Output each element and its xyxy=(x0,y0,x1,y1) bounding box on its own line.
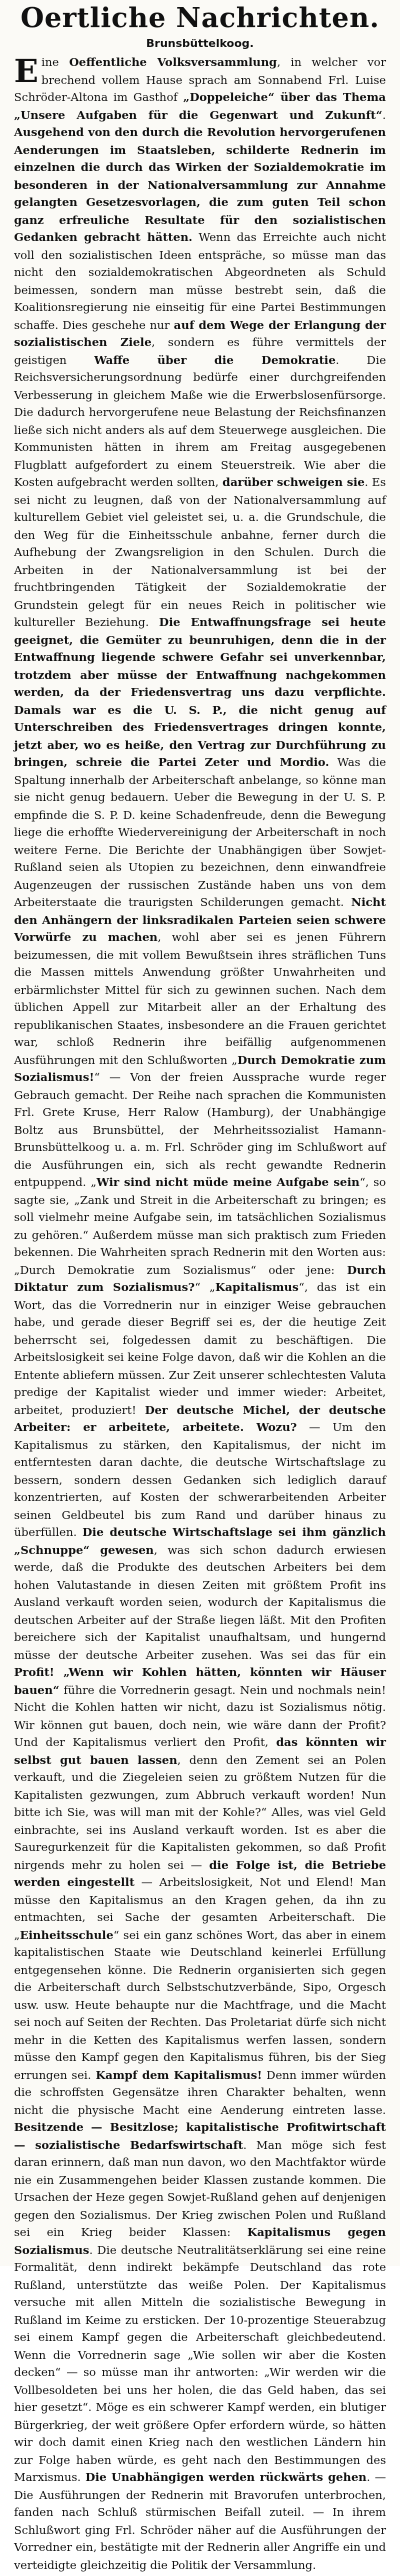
body-text: Wenn das Erreichte auch nicht voll den sozialistischen Ideen entspräche, so müsse man das nicht den sozialdemokratischen Abgeordneten als Schuld beimessen, sondern man müsse bestrebt sein, daß die Koalitionsregierung nie einseitig für eine Partei Bestimmungen schaffe. Dies geschehe nur xyxy=(14,231,387,332)
emphasized-text: Die Entwaffnungsfrage sei heute geeignet, die Gemüter zu beunruhigen, denn die in der Entwaffnung liegende schwere Gefahr sei unverkennbar, trotzdem aber müsse der Entwaffnung nachgekommen werden, da der Friedensvertrag uns dazu verpflichte. Damals war es die U. S. P., die nicht genug auf Unterschreiben des Friedensvertrages dringen konnte, jetzt aber, wo es heiße, den Vertrag zur Durchführung zu bringen, schreie die Partei Zeter und Mordio. xyxy=(14,615,386,769)
body-text: “ sei ein ganz schönes Wort, das aber in einem kapitalistischen Staate wie Deutschland keinerlei Erfüllung entgegensehen könne. Die Rednerin organisierten sich gegen die Arbeiterschaft durch Selbstschutzverbände, Sipo, Orgesch usw. usw. Heute behaupte nur die Machtfrage, und die Macht sei noch auf Seiten der Rechten. Das Proletariat dürfe sich nicht mehr in die Ketten des Kapitalismus werfen lassen, sondern müsse den Kampf gegen den Kapitalismus führen, bis der Sieg errungen sei. xyxy=(14,1928,386,2082)
emphasized-text: Durch Demokratie zum Sozialismus! xyxy=(14,1052,386,1084)
body-text: — Um den Kapitalismus zu stärken, den Kapitalismus, der nicht im entferntesten daran dachte, die deutsche Wirtschaftslage zu bessern, sondern dessen Gedanken sich lediglich darauf konzentrierten, auf Kosten der schwerarbeitenden Arbeiter seinen Geldbeutel bis zum Rand und darüber hinaus zu überfüllen. xyxy=(14,1421,386,1539)
body-text: . Es sei nicht zu leugnen, daß von der Nationalversammlung auf kulturellem Gebiet viel geleistet sei, u. a. die Grundschule, die den Weg für die Einheitsschule anbahne, ferner durch die Aufhebung der Zwangsreligion in den Schulen. Durch die Arbeiten in der Nationalversammlung ist bei der fruchtbringenden Tätigkeit der Sozialdemokratie der Grundstein gelegt für ein neues Reich in politischer wie kultureller Beziehung. xyxy=(14,476,386,629)
emphasized-text: Kampf dem Kapitalismus! xyxy=(95,2067,263,2082)
headline: Oertliche Nachrichten. xyxy=(20,3,380,34)
emphasized-text: Einheitsschule xyxy=(19,1927,114,1942)
emphasized-text: die Folge ist, die Betriebe werden eingestellt xyxy=(14,1857,387,1889)
emphasized-text: Ausgehend von den durch die Revolution hervorgerufenen Aenderungen im Staatsleben, schilderte Rednerin im einzelnen die durch das Wirken der Sozialdemokratie im besonderen in der Nationalversammlung zur Annahme gelangten Gesetzesvorlagen, die zum guten Teil schon ganz erfreuliche Resultate für den sozialistischen Gedanken gebracht hätten. xyxy=(14,125,386,244)
emphasized-text: Nicht den Anhängern der linksradikalen Parteien seien schwere Vorwürfe zu machen xyxy=(14,895,386,944)
emphasized-text: Profit! „Wenn wir Kohlen hätten, könnten wir Häuser bauen“ xyxy=(14,1665,386,1697)
emphasized-text: „Doppeleiche“ über das Thema „Unsere Aufgaben für die Gegenwart und Zukunft“ xyxy=(14,90,386,122)
emphasized-text: Kapitalismus xyxy=(215,1280,299,1294)
body-text: Denn immer würden die schroffsten Gegensätze ihren Charakter behalten, wenn nicht die physische Macht eine Aenderung eintreten lasse. xyxy=(14,2068,386,2117)
body-text: Was die Spaltung innerhalb der Arbeiterschaft anbelange, so könne man sie nicht genug bedauern. Ueber die Bewegung in der U. S. P. empfinde die S. P. D. keine Schadenfreude, denn die Bewegung liege die erhoffte Wiedervereinigung der Arbeiterschaft in noch weitere Ferne. Die Berichte der Unabhängigen über Sowjet-Rußland seien als Utopien zu bezeichnen, denn einwandfreie Augenzeugen der russischen Zustände haben uns von dem Arbeiterstaate die traurigsten Schilderungen gemacht. xyxy=(14,756,386,909)
emphasized-text: Oeffentliche Volksversammlung xyxy=(69,55,277,69)
body-text: führe die Vorrednerin gesagt. Nein und nochmals nein! Nicht die Kohlen hatten wir nicht, dazu ist Sozialismus nötig. Wir können gut bauen, doch nein, wie wäre dann der Profit? Und der Kapitalismus verliert den Profit, xyxy=(14,1683,386,1749)
body-text: — Arbeitslosigkeit, Not und Elend! Man müsse den Kapitalismus an den Kragen gehen, da ihn zu entmachten, sei Sache der gesamten Arbeiterschaft. Die „ xyxy=(14,1876,386,1942)
body-text: . Die Reichsversicherungsordnung bedürfe einer durchgreifenden Verbesserung in gleichem Maße wie die Erwerbslosenfürsorge. Die dadurch hervorgerufene neue Belastung der Reichsfinanzen ließe sich nicht anders als auf dem Steuerwege ausgleichen. Die Kommunisten hätten in ihrem am Freitag ausgegebenen Flugblatt aufgefordert zu einem Steuerstreik. Wie aber die Kosten aufgebracht werden sollten, xyxy=(14,353,387,489)
body-text: . Man möge sich fest daran erinnern, daß man nun davon, wo den Machtfaktor würde nie ein Zusammengehen beider Klassen zustande kommen. Die Ursachen der Heze gegen Sowjet-Rußland gehen auf denjenigen gegen den Sozialismus. Der Krieg zwischen Polen und Rußland sei ein Krieg beider Klassen: xyxy=(14,2138,386,2239)
emphasized-text: Wir sind nicht müde meine Aufgabe sein xyxy=(96,1175,360,1189)
emphasized-text: Waffe über die Demokratie xyxy=(94,352,336,367)
emphasized-text: auf dem Wege der Erlangung der sozialistischen Ziele xyxy=(14,317,386,349)
body-text: “ „ xyxy=(194,1281,216,1294)
body-text: , sondern es führe vermittels der geistigen xyxy=(14,336,386,367)
body-text: . — Die Ausführungen der Rednerin mit Bravorufen unterbrochen, fanden nach Schluß stürmischen Beifall zuteil. — In ihrem Schlußwort ging Frl. Schröder näher auf die Ausführungen der Vorredner ein, bestätigte mit der Rednerin aller Angriffe ein und verteidigte gleichzeitig die Politik der Versammlung. xyxy=(14,2471,387,2572)
body-text: , denn den Zement sei an Polen verkauft, und die Ziegeleien seien zu größtem Nutzen für die Kapitalisten gezwungen, zum Abbruch verkauft worden! Nun bitte ich Sie, was will man mit der Kohle?“ Alles, was viel Geld einbrachte, sei ins Ausland verkauft worden. Ist es aber die Sauregurkenzeit für die Kapitalisten gekommen, so daß Profit nirgends mehr zu holen sei — xyxy=(14,1753,387,1872)
dateline: Brunsbüttelkoog. xyxy=(146,37,254,50)
body-text: “, so sagte sie, „Zank und Streit in die Arbeiterschaft zu bringen; es soll vielmehr meine Aufgabe sein, im tatsächlichen Sozialismus zu gehören.“ Außerdem müsse man sich praktisch zum Frieden bekennen. Die Wahrheiten sprach Rednerin mit den Worten aus: „Durch Demokratie zum Sozialismus“ oder jene: xyxy=(14,1176,386,1277)
body-text: ine xyxy=(41,56,70,69)
drop-cap: E xyxy=(14,52,39,90)
emphasized-text: das könnten wir selbst gut bauen lassen xyxy=(14,1735,386,1767)
emphasized-text: Die deutsche Wirtschaftslage sei ihm gänzlich „Schnuppe“ gewesen xyxy=(14,1525,386,1557)
body-text: “, das ist ein Wort, das die Vorrednerin nur in einziger Weise gebrauchen habe, und gerade dieser Begriff sei es, der die heutige Zeit beherrscht sei, folgedessen damit zu beschäftigen. Die Arbeitslosigkeit sei keine Folge davon, daß wir die Kohlen an die Entente abliefern müssen. Zur Zeit unserer schlechtesten Valuta predige der Kapitalist wieder und immer wieder: Arbeitet, arbeitet, produziert! xyxy=(14,1281,386,1417)
emphasized-text: Die Unabhängigen werden rückwärts gehen xyxy=(85,2470,367,2484)
body-text: , in welcher xyxy=(276,56,368,69)
body-text: . xyxy=(382,108,386,122)
emphasized-text: Besitzende — Besitzlose; kapitalistische Profitwirtschaft — sozialistische Bedarfswirtschaft xyxy=(14,2120,386,2152)
body-text: . Die deutsche Neutralitätserklärung sei eine reine Formalität, denn indirekt bekämpfe Deutschland das rote Rußland, unterstützte das weiße Polen. Der Kapitalismus versuche mit allen Mitteln die sozialistische Bewegung in Rußland im Keime zu ersticken. Der 10-prozentige Steuerabzug sei einem Kampf gegen die Arbeiterschaft gleichbedeutend. Wenn die Vorrednerin sage „Wie sollen wir aber die Kosten decken“ — so müsse man ihr antworten: „Wir werden wir die Vollbesoldeten bei uns her holen, die das Geld haben, das sei hier gesetzt“. Möge es ein schwerer Kampf werden, ein blutiger Bürgerkrieg, der weit größere Opfer erfordern würde, so hätten wir doch damit einen Krieg nach den westlichen Ländern hin zur Folge haben würde, es geht nach den Bestimmungen des Marxismus. xyxy=(14,2243,386,2484)
emphasized-text: Durch Diktatur zum Sozialismus? xyxy=(14,1262,386,1294)
body-text: sprach am Sonnabend Frl. Luise Schröder-Altona im Gasthof xyxy=(14,73,386,104)
body-text: “ — Von der freien Aussprache wurde reger Gebrauch gemacht. Der Reihe nach sprachen die Kommunisten Frl. Grete Kruse, Herr Ralow (Hamburg), der Unabhängige Boltz aus Brunsbüttel, der Mehrheitssozialist Hamann-Brunsbüttelkoog u. a. m. Frl. Schröder ging im Schlußwort auf die Ausführungen ein, sich als recht gewandte Rednerin entpuppend. „ xyxy=(14,1071,386,1189)
emphasized-text: Der deutsche Michel, der deutsche Arbeiter: er arbeitete, arbeitete. Wozu? xyxy=(14,1402,386,1434)
emphasized-text: darüber schweigen sie xyxy=(222,475,365,489)
body-text: vor brechend vollem Hause xyxy=(41,56,386,87)
article-body xyxy=(14,54,386,2574)
body-text: , was sich schon dadurch erwiesen werde, daß die Produkte des deutschen Arbeiters bei dem hohen Valutastande in diesen Zeiten mit größtem Profit ins Ausland verkauft worden seien, wodurch der Kapitalismus die deutschen Arbeiter auf der Straße liegen läßt. Mit den Profiten bereichere sich der Kapitalist unaufhaltsam, und hungernd müsse der deutsche Arbeiter zusehen. Was sei das für ein xyxy=(14,1543,386,1662)
emphasized-text: Kapitalismus gegen Sozialismus xyxy=(14,2225,386,2257)
body-text: , wohl aber sei es jenen Führern beizumessen, die mit vollem Bewußtsein ihres sträflichen Tuns die Massen mittels Anwendung größter Unwahrheiten und erbärmlichster Mittel für sich zu gewinnen suchen. Nach dem üblichen Appell zur Mitarbeit aller an der Erhaltung des republikanischen Staates, insbesondere an die Frauen gerichtet war, schloß Rednerin ihre beifällig aufgenommenen Ausführungen mit den Schlußworten „ xyxy=(14,931,386,1067)
